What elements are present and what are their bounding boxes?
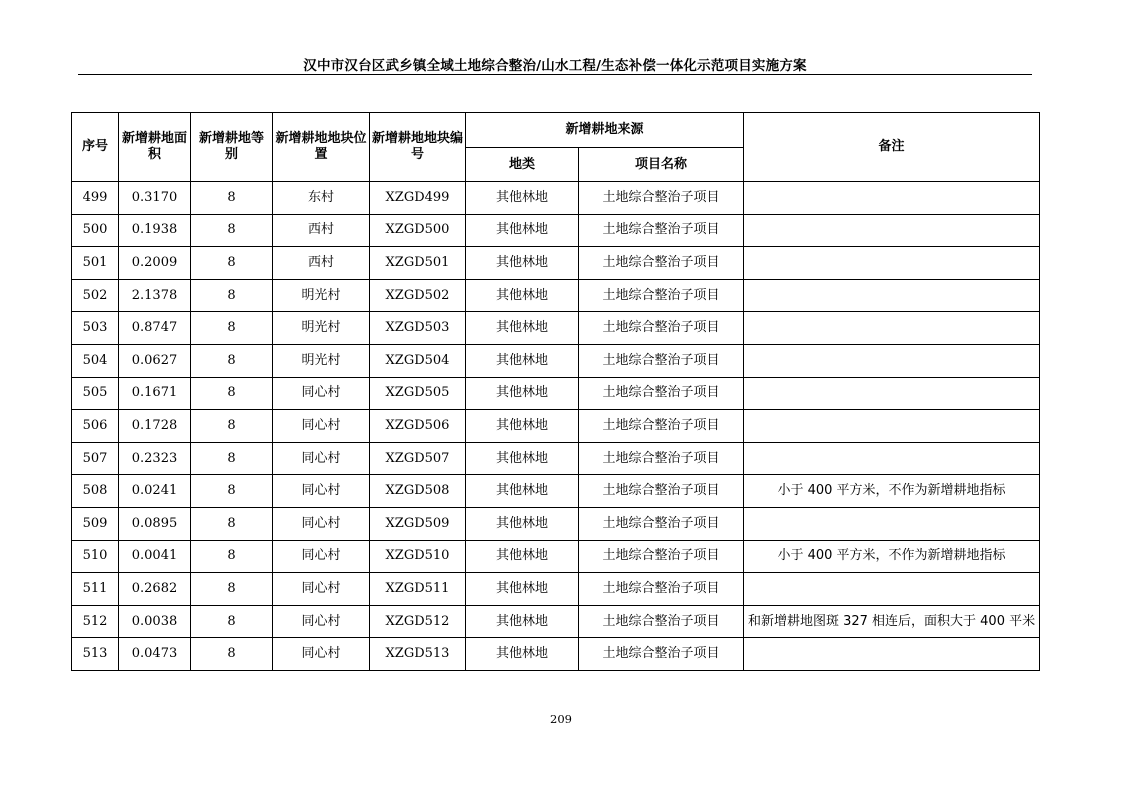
cell-remark bbox=[744, 247, 1040, 280]
cell-area: 0.2009 bbox=[119, 247, 191, 280]
table-row bbox=[72, 638, 1040, 671]
table-row bbox=[72, 442, 1040, 475]
cell-area: 0.3170 bbox=[119, 182, 191, 215]
cell-remark bbox=[744, 312, 1040, 345]
cell-project: 土地综合整治子项目 bbox=[579, 605, 744, 638]
header-source-group: 新增耕地来源 bbox=[466, 113, 744, 148]
cell-land-type: 其他林地 bbox=[466, 475, 579, 508]
cell-remark bbox=[744, 279, 1040, 312]
cell-code: XZGD501 bbox=[370, 247, 466, 280]
new-farmland-table bbox=[71, 112, 1040, 671]
cell-grade: 8 bbox=[191, 638, 273, 671]
cell-seq: 502 bbox=[72, 279, 119, 312]
cell-location: 同心村 bbox=[273, 507, 370, 540]
cell-grade: 8 bbox=[191, 507, 273, 540]
cell-code: XZGD502 bbox=[370, 279, 466, 312]
cell-project: 土地综合整治子项目 bbox=[579, 540, 744, 573]
cell-code: XZGD505 bbox=[370, 377, 466, 410]
cell-project: 土地综合整治子项目 bbox=[579, 475, 744, 508]
cell-code: XZGD510 bbox=[370, 540, 466, 573]
cell-grade: 8 bbox=[191, 410, 273, 443]
cell-code: XZGD507 bbox=[370, 442, 466, 475]
cell-code: XZGD513 bbox=[370, 638, 466, 671]
cell-code: XZGD511 bbox=[370, 573, 466, 606]
cell-area: 0.0241 bbox=[119, 475, 191, 508]
cell-grade: 8 bbox=[191, 279, 273, 312]
cell-location: 同心村 bbox=[273, 442, 370, 475]
cell-remark bbox=[744, 214, 1040, 247]
cell-area: 0.1938 bbox=[119, 214, 191, 247]
cell-remark bbox=[744, 638, 1040, 671]
cell-location: 明光村 bbox=[273, 344, 370, 377]
cell-seq: 499 bbox=[72, 182, 119, 215]
cell-area: 0.0041 bbox=[119, 540, 191, 573]
cell-area: 0.2682 bbox=[119, 573, 191, 606]
cell-project: 土地综合整治子项目 bbox=[579, 377, 744, 410]
cell-land-type: 其他林地 bbox=[466, 507, 579, 540]
table-row bbox=[72, 573, 1040, 606]
cell-code: XZGD508 bbox=[370, 475, 466, 508]
table-row bbox=[72, 410, 1040, 443]
cell-location: 西村 bbox=[273, 214, 370, 247]
header-code: 新增耕地地块编号 bbox=[370, 113, 466, 182]
cell-land-type: 其他林地 bbox=[466, 279, 579, 312]
cell-land-type: 其他林地 bbox=[466, 605, 579, 638]
cell-grade: 8 bbox=[191, 312, 273, 345]
cell-seq: 503 bbox=[72, 312, 119, 345]
cell-seq: 505 bbox=[72, 377, 119, 410]
cell-area: 0.1671 bbox=[119, 377, 191, 410]
cell-location: 同心村 bbox=[273, 638, 370, 671]
cell-code: XZGD503 bbox=[370, 312, 466, 345]
cell-code: XZGD504 bbox=[370, 344, 466, 377]
cell-seq: 501 bbox=[72, 247, 119, 280]
cell-land-type: 其他林地 bbox=[466, 573, 579, 606]
cell-location: 同心村 bbox=[273, 540, 370, 573]
cell-project: 土地综合整治子项目 bbox=[579, 507, 744, 540]
cell-location: 东村 bbox=[273, 182, 370, 215]
cell-project: 土地综合整治子项目 bbox=[579, 182, 744, 215]
cell-seq: 511 bbox=[72, 573, 119, 606]
header-grade: 新增耕地等别 bbox=[191, 113, 273, 182]
cell-grade: 8 bbox=[191, 442, 273, 475]
table-row bbox=[72, 377, 1040, 410]
cell-location: 同心村 bbox=[273, 475, 370, 508]
table-row bbox=[72, 475, 1040, 508]
cell-project: 土地综合整治子项目 bbox=[579, 410, 744, 443]
cell-seq: 510 bbox=[72, 540, 119, 573]
cell-remark bbox=[744, 442, 1040, 475]
header-remark: 备注 bbox=[744, 113, 1040, 182]
cell-seq: 512 bbox=[72, 605, 119, 638]
cell-grade: 8 bbox=[191, 540, 273, 573]
cell-area: 0.2323 bbox=[119, 442, 191, 475]
cell-remark bbox=[744, 410, 1040, 443]
cell-land-type: 其他林地 bbox=[466, 638, 579, 671]
cell-area: 0.8747 bbox=[119, 312, 191, 345]
header-divider bbox=[78, 74, 1032, 75]
table-row bbox=[72, 247, 1040, 280]
cell-remark bbox=[744, 507, 1040, 540]
table-row bbox=[72, 507, 1040, 540]
cell-land-type: 其他林地 bbox=[466, 442, 579, 475]
cell-code: XZGD500 bbox=[370, 214, 466, 247]
table-row bbox=[72, 344, 1040, 377]
cell-project: 土地综合整治子项目 bbox=[579, 279, 744, 312]
cell-remark bbox=[744, 573, 1040, 606]
cell-area: 0.0627 bbox=[119, 344, 191, 377]
cell-project: 土地综合整治子项目 bbox=[579, 312, 744, 345]
cell-remark bbox=[744, 344, 1040, 377]
header-location: 新增耕地地块位置 bbox=[273, 113, 370, 182]
header-seq: 序号 bbox=[72, 113, 119, 182]
table-header-row bbox=[72, 113, 1040, 148]
header-land-type: 地类 bbox=[466, 148, 579, 182]
table-row bbox=[72, 279, 1040, 312]
cell-land-type: 其他林地 bbox=[466, 182, 579, 215]
cell-location: 明光村 bbox=[273, 279, 370, 312]
cell-seq: 509 bbox=[72, 507, 119, 540]
cell-project: 土地综合整治子项目 bbox=[579, 344, 744, 377]
table-row bbox=[72, 605, 1040, 638]
cell-seq: 500 bbox=[72, 214, 119, 247]
cell-code: XZGD499 bbox=[370, 182, 466, 215]
cell-grade: 8 bbox=[191, 182, 273, 215]
cell-seq: 504 bbox=[72, 344, 119, 377]
table-row bbox=[72, 540, 1040, 573]
cell-project: 土地综合整治子项目 bbox=[579, 573, 744, 606]
cell-area: 0.1728 bbox=[119, 410, 191, 443]
cell-remark: 和新增耕地图斑 327 相连后，面积大于 400 平米 bbox=[744, 605, 1040, 638]
cell-project: 土地综合整治子项目 bbox=[579, 247, 744, 280]
cell-area: 2.1378 bbox=[119, 279, 191, 312]
cell-seq: 513 bbox=[72, 638, 119, 671]
page-number: 209 bbox=[550, 712, 572, 726]
cell-location: 同心村 bbox=[273, 573, 370, 606]
cell-code: XZGD509 bbox=[370, 507, 466, 540]
cell-seq: 508 bbox=[72, 475, 119, 508]
cell-land-type: 其他林地 bbox=[466, 312, 579, 345]
cell-seq: 507 bbox=[72, 442, 119, 475]
document-header-title: 汉中市汉台区武乡镇全域土地综合整治/山水工程/生态补偿一体化示范项目实施方案 bbox=[303, 58, 807, 74]
cell-location: 同心村 bbox=[273, 605, 370, 638]
cell-area: 0.0473 bbox=[119, 638, 191, 671]
cell-location: 西村 bbox=[273, 247, 370, 280]
cell-remark bbox=[744, 377, 1040, 410]
cell-remark: 小于 400 平方米，不作为新增耕地指标 bbox=[744, 475, 1040, 508]
cell-grade: 8 bbox=[191, 247, 273, 280]
cell-location: 同心村 bbox=[273, 410, 370, 443]
table-row bbox=[72, 312, 1040, 345]
header-project-name: 项目名称 bbox=[579, 148, 744, 182]
cell-grade: 8 bbox=[191, 344, 273, 377]
cell-remark: 小于 400 平方米，不作为新增耕地指标 bbox=[744, 540, 1040, 573]
table-row bbox=[72, 182, 1040, 215]
table-row bbox=[72, 214, 1040, 247]
cell-land-type: 其他林地 bbox=[466, 247, 579, 280]
cell-remark bbox=[744, 182, 1040, 215]
cell-grade: 8 bbox=[191, 573, 273, 606]
cell-location: 明光村 bbox=[273, 312, 370, 345]
cell-location: 同心村 bbox=[273, 377, 370, 410]
cell-land-type: 其他林地 bbox=[466, 344, 579, 377]
cell-code: XZGD506 bbox=[370, 410, 466, 443]
cell-land-type: 其他林地 bbox=[466, 540, 579, 573]
cell-code: XZGD512 bbox=[370, 605, 466, 638]
cell-land-type: 其他林地 bbox=[466, 410, 579, 443]
cell-grade: 8 bbox=[191, 475, 273, 508]
cell-project: 土地综合整治子项目 bbox=[579, 214, 744, 247]
cell-land-type: 其他林地 bbox=[466, 214, 579, 247]
cell-land-type: 其他林地 bbox=[466, 377, 579, 410]
cell-project: 土地综合整治子项目 bbox=[579, 638, 744, 671]
cell-grade: 8 bbox=[191, 214, 273, 247]
cell-area: 0.0038 bbox=[119, 605, 191, 638]
cell-project: 土地综合整治子项目 bbox=[579, 442, 744, 475]
cell-seq: 506 bbox=[72, 410, 119, 443]
cell-grade: 8 bbox=[191, 377, 273, 410]
cell-grade: 8 bbox=[191, 605, 273, 638]
header-area: 新增耕地面积 bbox=[119, 113, 191, 182]
cell-area: 0.0895 bbox=[119, 507, 191, 540]
